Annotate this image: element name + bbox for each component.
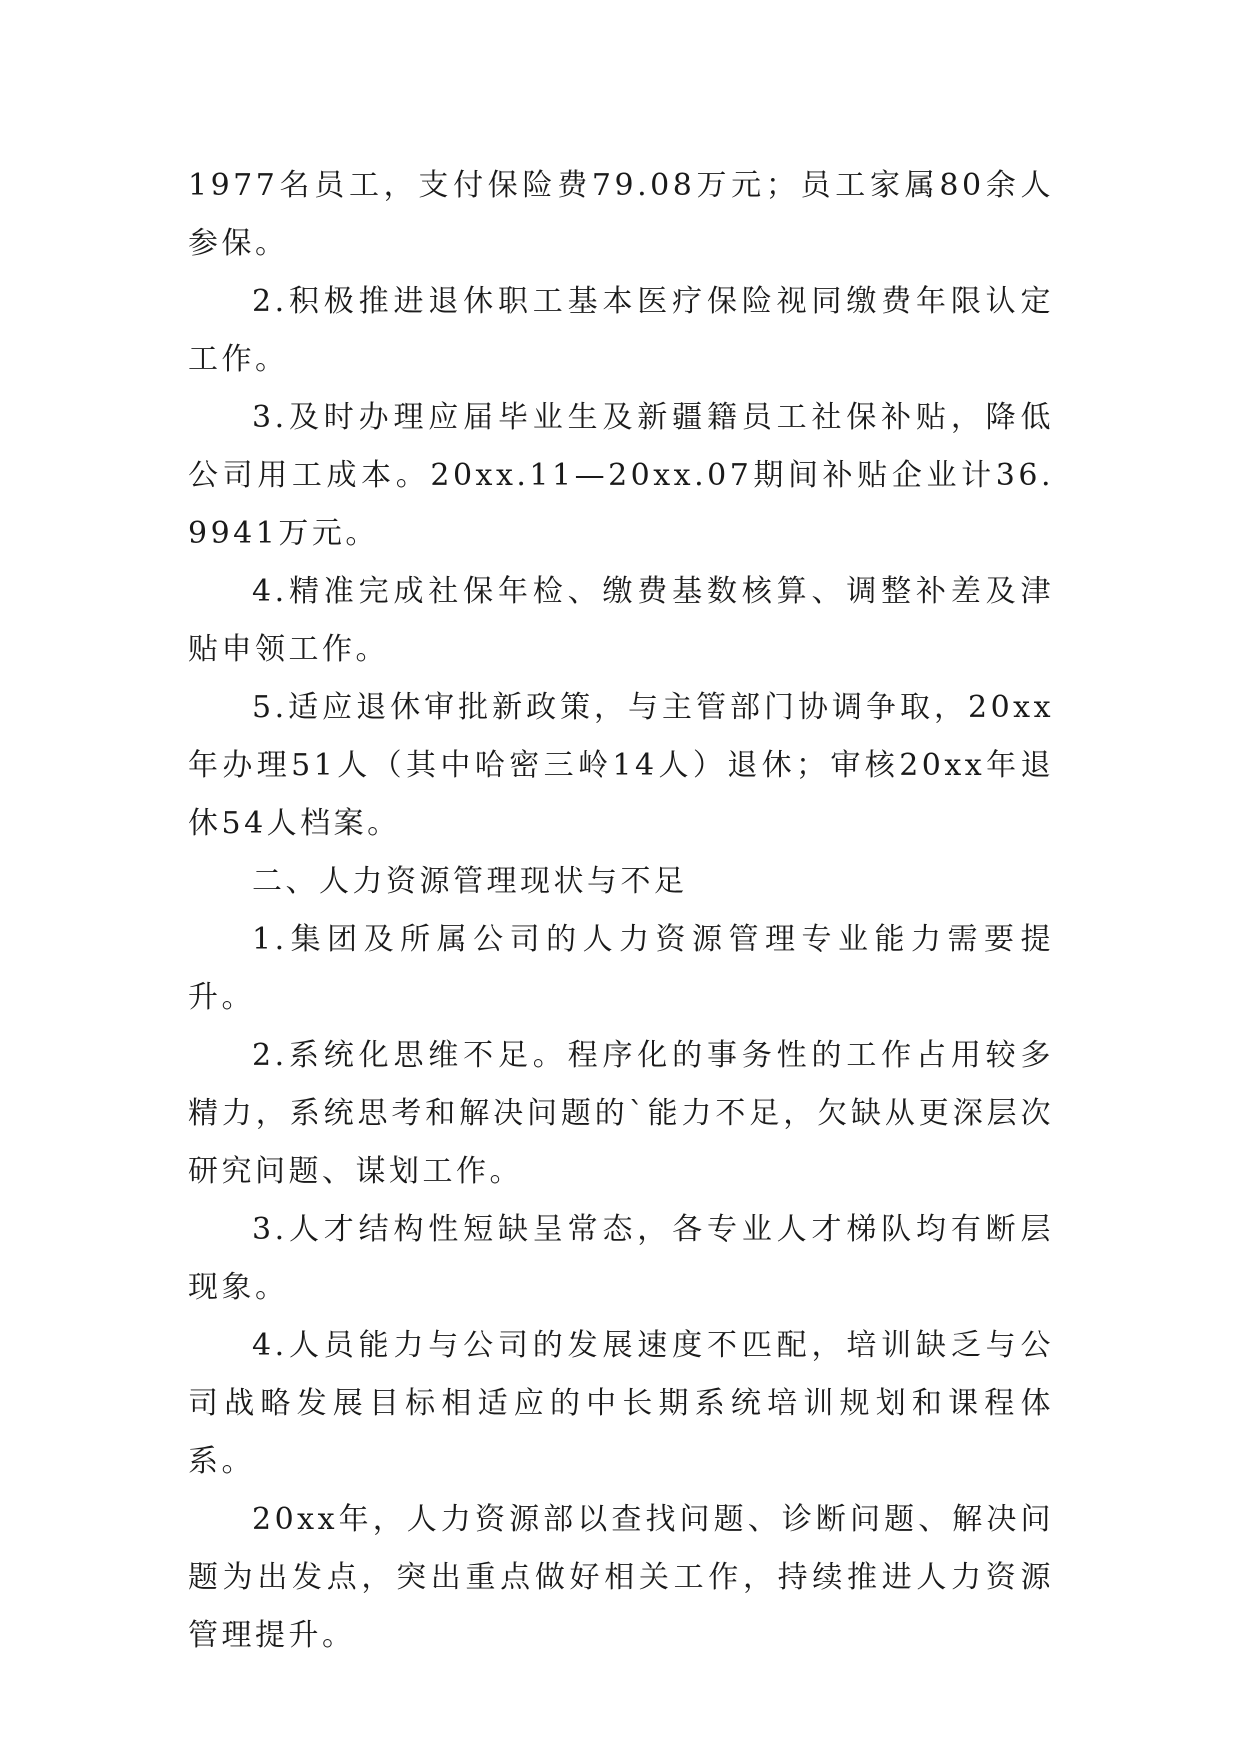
paragraph-item-4-annual-check: 4.精准完成社保年检、缴费基数核算、调整补差及津贴申领工作。 [188, 574, 1054, 667]
paragraph-conclusion: 20xx年，人力资源部以查找问题、诊断问题、解决问题为出发点，突出重点做好相关工作，持续推进人力资源管理提升。 [188, 1502, 1054, 1653]
paragraph-item-3-social-subsidy: 3.及时办理应届毕业生及新疆籍员工社保补贴，降低公司用工成本。20xx.11—20xx.07期间补贴企业计36.9941万元。 [188, 400, 1054, 551]
paragraph-shortcoming-1: 1.集团及所属公司的人力资源管理专业能力需要提升。 [188, 922, 1054, 1015]
paragraph-shortcoming-4: 4.人员能力与公司的发展速度不匹配，培训缺乏与公司战略发展目标相适应的中长期系统培训规划和课程体系。 [188, 1328, 1054, 1479]
paragraph-item-5-retirement: 5.适应退休审批新政策，与主管部门协调争取，20xx年办理51人（其中哈密三岭14人）退休；审核20xx年退休54人档案。 [188, 690, 1054, 841]
section-heading-status-shortcomings: 二、人力资源管理现状与不足 [252, 864, 688, 899]
paragraph-shortcoming-2: 2.系统化思维不足。程序化的事务性的工作占用较多精力，系统思考和解决问题的`能力不足，欠缺从更深层次研究问题、谋划工作。 [188, 1038, 1054, 1189]
document-body [188, 157, 1054, 1665]
paragraph-shortcoming-3: 3.人才结构性短缺呈常态，各专业人才梯队均有断层现象。 [188, 1212, 1054, 1305]
paragraph-item-2-medical-insurance: 2.积极推进退休职工基本医疗保险视同缴费年限认定工作。 [188, 284, 1054, 377]
paragraph-insurance-summary: 1977名员工，支付保险费79.08万元；员工家属80余人参保。 [188, 168, 1054, 261]
